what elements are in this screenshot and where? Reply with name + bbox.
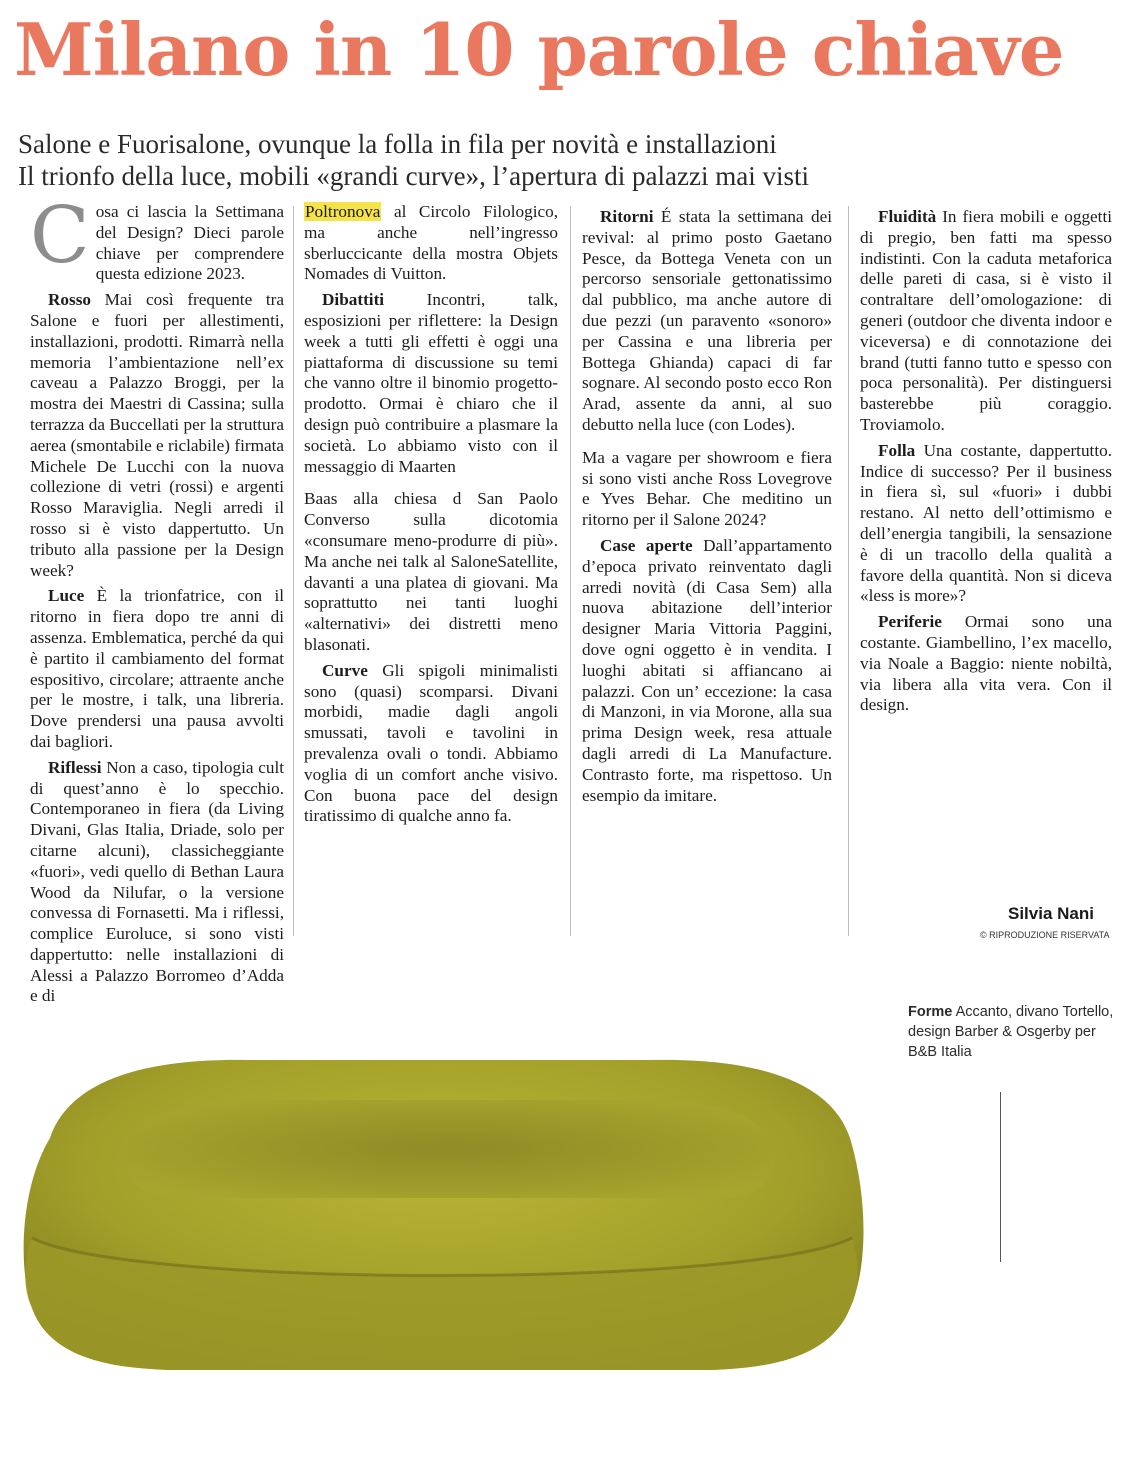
section-text: In fiera mobili e oggetti di pregio, ben fatti ma spesso indistinti. Con la caduta metaforica delle pareti di casa, si è visto il contraltare dell’omologazione: di generi (outdoor che diventa indoor e viceversa) e di connotazione dei brand (tutti fanno tutto e spesso con poca personalità). Per distinguersi basterebbe più coraggio. Troviamolo. (860, 207, 1112, 434)
dibattiti-continued: Baas alla chiesa d San Paolo Converso sulla dicotomia «consumare meno-produrre di più». Ma anche nei talk al SaloneSatellite, davanti a una platea di giovani. Ma soprattutto nei tanti luoghi «alternativi» dei distretti meno blasonati. (304, 489, 558, 654)
highlighted-brand: Poltronova (305, 202, 381, 221)
subtitle-line-2: Il trionfo della luce, mobili «grandi curve», l’apertura di palazzi mai visti (18, 161, 809, 191)
section-riflessi (30, 758, 284, 1008)
keyword-luce: Luce (48, 586, 85, 606)
column-divider (570, 206, 571, 936)
riflessi-continued (304, 202, 558, 285)
section-rosso (30, 290, 284, 581)
keyword-riflessi: Riflessi (48, 757, 102, 777)
section-text: Mai così frequente tra Salone e fuori per allestimenti, installazioni, prodotti. Rimarrà nella memoria l’ambientazione nell’ex caveau a Palazzo Broggi, per la mostra dei Maestri di Cassina; sulla terrazza da Buccellati per la struttura aerea (smontabile e riclabile) firmata Michele De Lucchi con la nuova collezione di vetri (rossi) e argenti Rosso Maraviglia. Negli arredi il rosso si è visto dappertutto. Un tributo alla passione per la Design week? (30, 290, 284, 580)
section-text: Gli spigoli minimalisti sono (quasi) scomparsi. Divani morbidi, madie dagli angoli smussati, tavoli e tavolini in prevalenza ovali o tondi. Abbiamo voglia di un comfort anche visivo. Con buona pace del design tiratissimo di qualche anno fa. (304, 660, 559, 826)
article-column-2 (304, 202, 558, 920)
section-luce (30, 586, 284, 752)
keyword-dibattiti: Dibattiti (322, 290, 385, 310)
section-text: al Circolo Filologico, ma anche nell’ingresso sberluccicante della mostra Objets Nomades di Vuitton. (304, 202, 558, 284)
section-periferie (860, 612, 1112, 716)
section-text: Una costante, dappertutto. Indice di successo? Per il business in fiera sì, sul «fuori» i dubbi restano. Al netto dell’ottimismo e dell’energia tangibili, la sensazione è di un tracollo della qualità a favore della quantità. Non si diceva «less is more»? (860, 440, 1112, 606)
section-curve (304, 661, 558, 827)
keyword-curve: Curve (322, 660, 368, 680)
drop-cap: C (30, 191, 90, 281)
headline: Milano in 10 parole chiave (14, 7, 1064, 92)
section-text: Ormai sono una costante. Giambellino, l’ex macello, via Noale a Baggio: niente nobiltà, via libera alla vita vera. Con il design. (860, 612, 1113, 715)
section-case-aperte (582, 536, 832, 806)
keyword-fluidita: Fluidità (878, 207, 937, 226)
section-ritorni (582, 207, 832, 436)
article-column-3 (582, 202, 832, 920)
section-text: É stata la settimana dei revival: al primo posto Gaetano Pesce, da Bottega Veneta con un percorso sensoriale gettonatissimo dal pubblico, ma anche autore di due pezzi (un paravento «sonoro» per Cassina e una libreria per Bottega Ghianda) capaci di far sognare. Al secondo posto ecco Ron Arad, assente da anni, al suo debutto nella luce (con Lodes). (582, 207, 832, 434)
section-text: Non a caso, tipologia cult di quest’anno è lo specchio. Contemporaneo in fiera (da Living Divani, Glas Italia, Driade, solo per citarne alcuni), classicheggiante «fuori», vedi quello di Bethan Laura Wood da Nilufar, o la versione convessa di Fornasetti. Ma i riflessi, complice Euroluce, si sono visti dappertutto: nelle installazioni di Alessi a Palazzo Borromeo d’Adda e di (30, 757, 284, 1006)
subtitle-line-1: Salone e Fuorisalone, ovunque la folla in fila per novità e installazioni (18, 129, 777, 159)
photo-caption (908, 1002, 1123, 1062)
intro-paragraph (30, 191, 284, 285)
keyword-folla: Folla (878, 440, 916, 460)
sofa-photo (10, 988, 870, 1388)
caption-divider (1000, 1092, 1001, 1262)
column-divider (293, 206, 294, 936)
section-text: Dall’appartamento d’epoca privato reinventato dagli arredi novità (di Casa Sem) alla nuova abitazione dell’interior designer Maria Vittoria Paggini, dove ogni oggetto è in vendita. I luoghi abitati si affiancano ai palazzi. Con un’ eccezione: la casa di Manzoni, in via Morone, alla sua prima Design week, resa attuale dagli arredi di La Manufacture. Contrasto forte, ma rispettoso. Un esempio da imitare. (582, 535, 832, 805)
caption-text: Accanto, divano Tortello, design Barber & Osgerby per B&B Italia (908, 1004, 1114, 1060)
copyright-notice: © RIPRODUZIONE RISERVATA (980, 930, 1110, 940)
article-column-4 (860, 202, 1112, 920)
section-folla (860, 441, 1112, 607)
section-text: È la trionfatrice, con il ritorno in fiera dopo tre anni di assenza. Emblematica, perché da qui è partito il cambiamento del format espositivo, circolare; attraente anche per le mostre, i talk, una libreria. Dove prendersi una pausa avvolti dai bagliori. (30, 586, 284, 751)
keyword-periferie: Periferie (878, 612, 942, 632)
keyword-rosso: Rosso (48, 290, 91, 310)
column-divider (848, 206, 849, 936)
section-text: Incontri, talk, esposizioni per riflettere: la Design week a tutti gli effetti è oggi una piattaforma di discussione su temi che vanno oltre il binomio progetto-prodotto. Ormai è chiaro che il design può contribuire a plasmare la società. Lo abbiamo visto con il messaggio di Maarten (304, 290, 558, 476)
keyword-ritorni: Ritorni (600, 207, 654, 226)
author-byline: Silvia Nani (1008, 904, 1094, 923)
section-fluidita (860, 207, 1112, 436)
ritorni-continued: Ma a vagare per showroom e fiera si sono visti anche Ross Lovegrove e Yves Behar. Che meditino un ritorno per il Salone 2024? (582, 447, 832, 530)
caption-keyword: Forme (908, 1004, 953, 1020)
article-column-1 (30, 191, 284, 1006)
keyword-case-aperte: Case aperte (600, 535, 693, 555)
section-dibattiti (304, 290, 558, 477)
intro-text: osa ci lascia la Settimana del Design? Dieci parole chiave per comprendere questa edizione 2023. (95, 202, 284, 284)
